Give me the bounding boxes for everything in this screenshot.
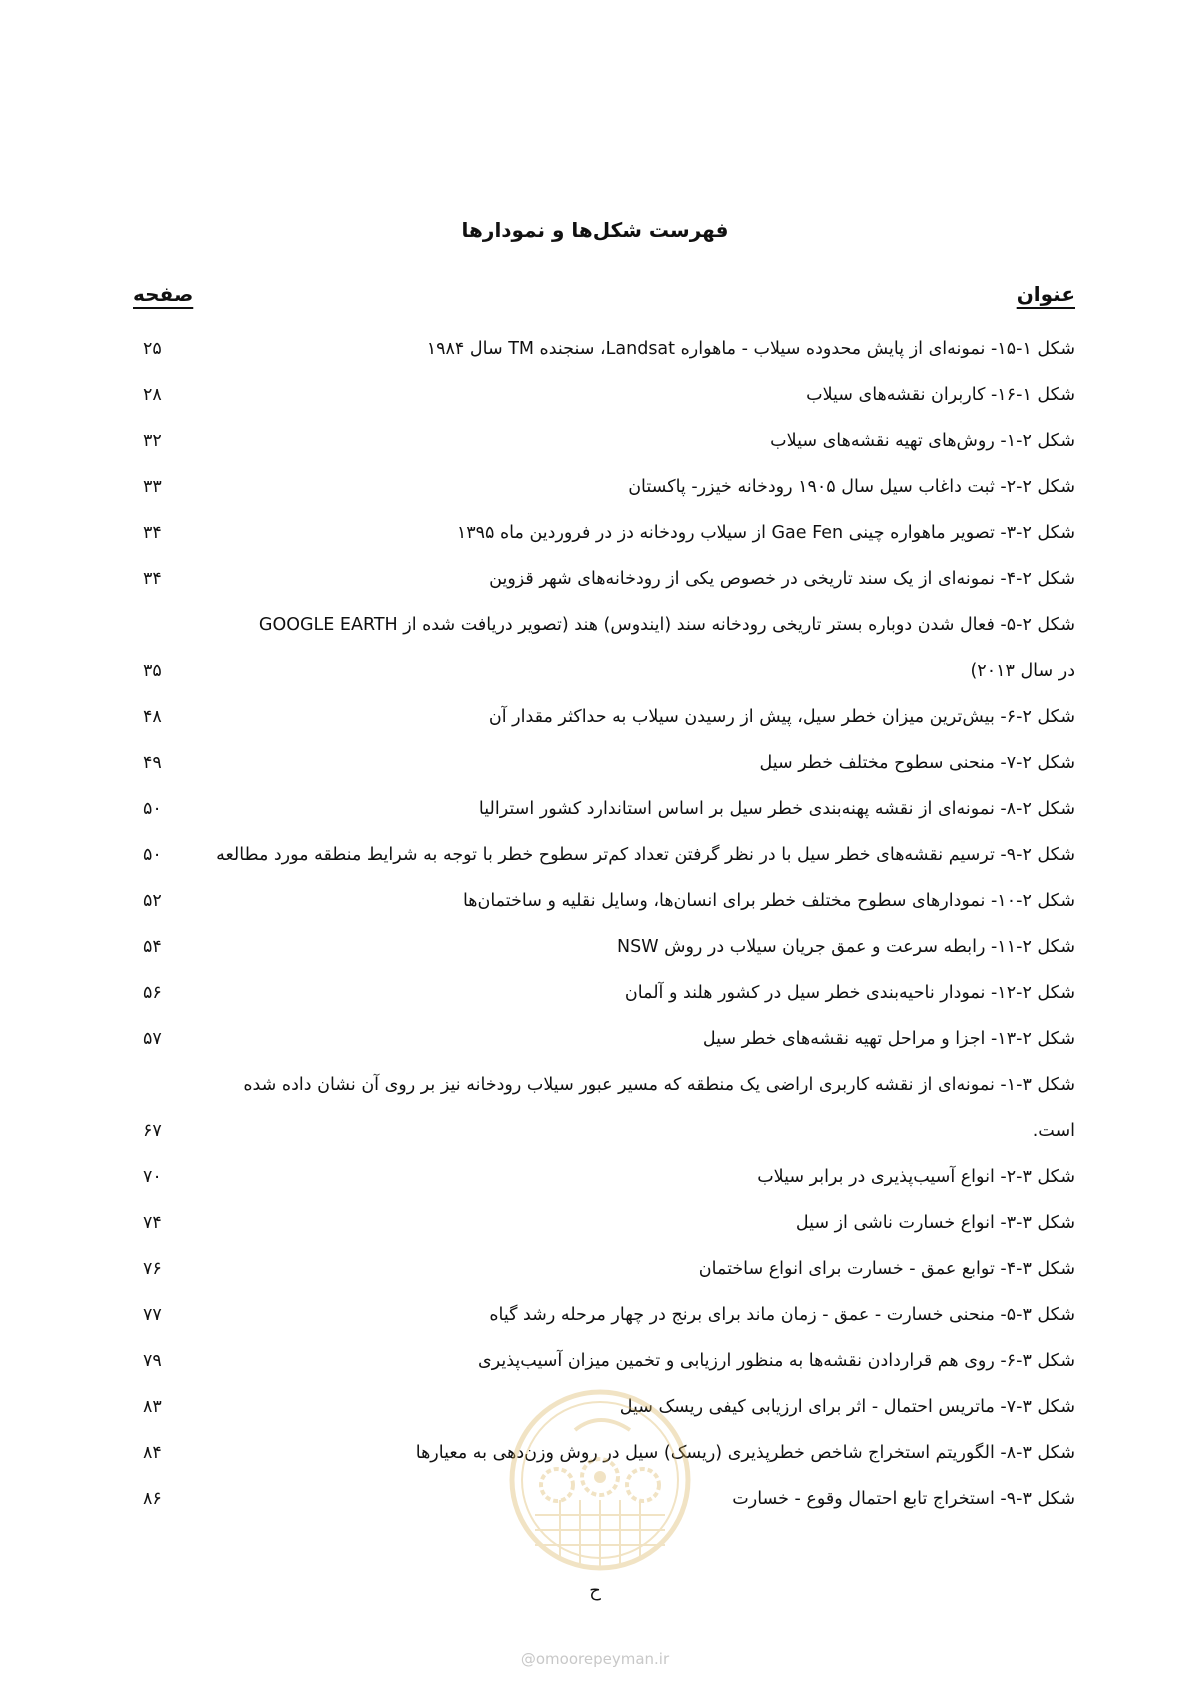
toc-entry: [133, 372, 1075, 418]
toc-entry-text: شکل ۳-۵- منحنی خسارت - عمق - زمان ماند برای برنج در چهار مرحله رشد گیاه: [489, 1305, 1075, 1325]
toc-entry: [133, 970, 1075, 1016]
column-page-header: صفحه: [133, 282, 194, 306]
toc-entry-title: [133, 1062, 1075, 1154]
toc-entry-page: ۴۹: [143, 753, 162, 773]
page-title: فهرست شکل‌ها و نمودارها: [461, 218, 729, 242]
toc-entry-page: ۸۶: [143, 1489, 162, 1509]
toc-entry-title: [133, 1016, 1075, 1062]
toc-entry-text: شکل ۳-۱- نمونه‌ای از نقشه کاربری اراضی یک منطقه که مسیر عبور سیلاب رودخانه نیز بر روی آن نشان داده شده: [243, 1075, 1075, 1095]
toc-entry: [133, 1154, 1075, 1200]
toc-entry: [133, 1292, 1075, 1338]
toc-entry-page: ۳۴: [143, 569, 162, 589]
page-number: ح: [589, 1580, 601, 1601]
toc-entry-text: شکل ۳-۷- ماتریس احتمال - اثر برای ارزیابی کیفی ریسک سیل: [619, 1397, 1075, 1417]
toc-entry-page: ۵۶: [143, 983, 162, 1003]
toc-entry-text: شکل ۲-۶- بیش‌ترین میزان خطر سیل، پیش از رسیدن سیلاب به حداکثر مقدار آن: [488, 707, 1075, 727]
toc-entry-text: شکل ۳-۶- روی هم قراردادن نقشه‌ها به منظور ارزیابی و تخمین میزان آسیب‌پذیری: [478, 1351, 1075, 1371]
toc-entry-page: ۳۳: [143, 477, 162, 497]
toc-entry-title: [133, 694, 1075, 740]
toc-entry-text: شکل ۲-۹- ترسیم نقشه‌های خطر سیل با در نظر گرفتن تعداد کم‌تر سطوح خطر با توجه به شرایط منطقه مورد مطالعه: [216, 845, 1075, 865]
toc-entry-page: ۷۷: [143, 1305, 162, 1325]
toc-entry-page: ۲۵: [143, 339, 162, 359]
toc-entry: [133, 418, 1075, 464]
toc-entry-title: [133, 970, 1075, 1016]
toc-entry-text: شکل ۲-۷- منحنی سطوح مختلف خطر سیل: [759, 753, 1075, 773]
toc-entry: [133, 1016, 1075, 1062]
toc-entry-page: ۳۴: [143, 523, 162, 543]
toc-entry-page: ۸۳: [143, 1397, 162, 1417]
toc-entry: [133, 602, 1075, 694]
toc-entry-text: شکل ۲-۸- نمونه‌ای از نقشه پهنه‌بندی خطر سیل بر اساس استاندارد کشور استرالیا: [478, 799, 1075, 819]
toc-entry: [133, 556, 1075, 602]
toc-entry-text: شکل ۱-۱۵- نمونه‌ای از پایش محدوده سیلاب - ماهواره Landsat، سنجنده TM سال ۱۹۸۴: [426, 339, 1075, 359]
toc-entry-title: [133, 510, 1075, 556]
toc-entry-text: شکل ۳-۹- استخراج تابع احتمال وقوع - خسارت: [732, 1489, 1075, 1509]
toc-entry-page: ۷۶: [143, 1259, 162, 1279]
toc-entry-page: ۳۵: [143, 661, 162, 681]
toc-entry-title: [133, 1200, 1075, 1246]
toc-entry-text: شکل ۲-۱۱- رابطه سرعت و عمق جریان سیلاب در روش NSW: [617, 937, 1075, 957]
toc-header: [133, 282, 1075, 318]
toc-entry: [133, 1200, 1075, 1246]
toc-entry-text-continued: در سال ۲۰۱۳): [970, 661, 1075, 681]
toc-entry: [133, 878, 1075, 924]
toc-entry-text: شکل ۲-۱۳- اجزا و مراحل تهیه نقشه‌های خطر سیل: [702, 1029, 1075, 1049]
toc-entry: [133, 694, 1075, 740]
watermark-site: @omoorepeyman.ir: [520, 1650, 670, 1668]
toc-entry-text: شکل ۲-۱- روش‌های تهیه نقشه‌های سیلاب: [770, 431, 1075, 451]
toc-entry-title: [133, 832, 1075, 878]
toc-entry-page: ۳۲: [143, 431, 162, 451]
toc-entry-text: شکل ۲-۱۲- نمودار ناحیه‌بندی خطر سیل در کشور هلند و آلمان: [624, 983, 1075, 1003]
toc-entry: [133, 326, 1075, 372]
toc-entry-title: [133, 1292, 1075, 1338]
toc-entry-title: [133, 878, 1075, 924]
toc-entry-page: ۶۷: [143, 1121, 162, 1141]
toc-entry-title: [133, 1338, 1075, 1384]
toc-entry-title: [133, 464, 1075, 510]
toc-entry-page: ۷۹: [143, 1351, 162, 1371]
toc-entry-page: ۵۰: [143, 845, 162, 865]
toc-entry: [133, 832, 1075, 878]
toc-entry: [133, 1246, 1075, 1292]
toc-entry-text: شکل ۲-۴- نمونه‌ای از یک سند تاریخی در خصوص یکی از رودخانه‌های شهر قزوین: [489, 569, 1075, 589]
toc-entry-text: شکل ۲-۱۰- نمودارهای سطوح مختلف خطر برای انسان‌ها، وسایل نقلیه و ساختمان‌ها: [462, 891, 1075, 911]
toc-entry-title: [133, 1246, 1075, 1292]
toc-entry-page: ۲۸: [143, 385, 162, 405]
toc-entry-text-continued: است.: [1032, 1121, 1075, 1141]
toc-entry-title: [133, 326, 1075, 372]
watermark-logo: [505, 1385, 695, 1585]
toc-entry-text: شکل ۲-۳- تصویر ماهواره چینی Gae Fen از سیلاب رودخانه دز در فروردین ماه ۱۳۹۵: [456, 523, 1075, 543]
toc-entry: [133, 1338, 1075, 1384]
toc-entry: [133, 924, 1075, 970]
toc-entry-text: شکل ۳-۲- انواع آسیب‌پذیری در برابر سیلاب: [757, 1167, 1075, 1187]
figure-list: [133, 326, 1075, 1522]
toc-entry: [133, 464, 1075, 510]
toc-entry-page: ۵۷: [143, 1029, 162, 1049]
toc-entry-text: شکل ۳-۴- توابع عمق - خسارت برای انواع ساختمان: [698, 1259, 1075, 1279]
toc-entry-title: [133, 786, 1075, 832]
toc-entry-title: [133, 372, 1075, 418]
toc-entry-page: ۷۴: [143, 1213, 162, 1233]
toc-entry-title: [133, 602, 1075, 694]
toc-entry: [133, 740, 1075, 786]
toc-entry-text: شکل ۲-۵- فعال شدن دوباره بستر تاریخی رودخانه سند (ایندوس) هند (تصویر دریافت شده از GOOGLE EARTH: [258, 615, 1075, 635]
column-title-header: عنوان: [1016, 282, 1075, 306]
toc-entry-text: شکل ۳-۸- الگوریتم استخراج شاخص خطرپذیری (ریسک) سیل در روش وزن‌دهی به معیارها: [415, 1443, 1075, 1463]
toc-entry-title: [133, 418, 1075, 464]
toc-entry-title: [133, 1154, 1075, 1200]
toc-entry-text: شکل ۲-۲- ثبت داغاب سیل سال ۱۹۰۵ رودخانه خیزر- پاکستان: [628, 477, 1075, 497]
toc-entry: [133, 786, 1075, 832]
toc-entry-page: ۵۰: [143, 799, 162, 819]
toc-entry-page: ۴۸: [143, 707, 162, 727]
toc-entry-page: ۸۴: [143, 1443, 162, 1463]
toc-entry-page: ۵۲: [143, 891, 162, 911]
toc-entry-title: [133, 740, 1075, 786]
toc-entry-page: ۵۴: [143, 937, 162, 957]
toc-entry-text: شکل ۳-۳- انواع خسارت ناشی از سیل: [795, 1213, 1075, 1233]
toc-entry-text: شکل ۱-۱۶- کاربران نقشه‌های سیلاب: [806, 385, 1075, 405]
toc-entry: [133, 510, 1075, 556]
toc-entry: [133, 1062, 1075, 1154]
toc-entry-title: [133, 556, 1075, 602]
toc-entry-title: [133, 924, 1075, 970]
toc-entry-page: ۷۰: [143, 1167, 162, 1187]
